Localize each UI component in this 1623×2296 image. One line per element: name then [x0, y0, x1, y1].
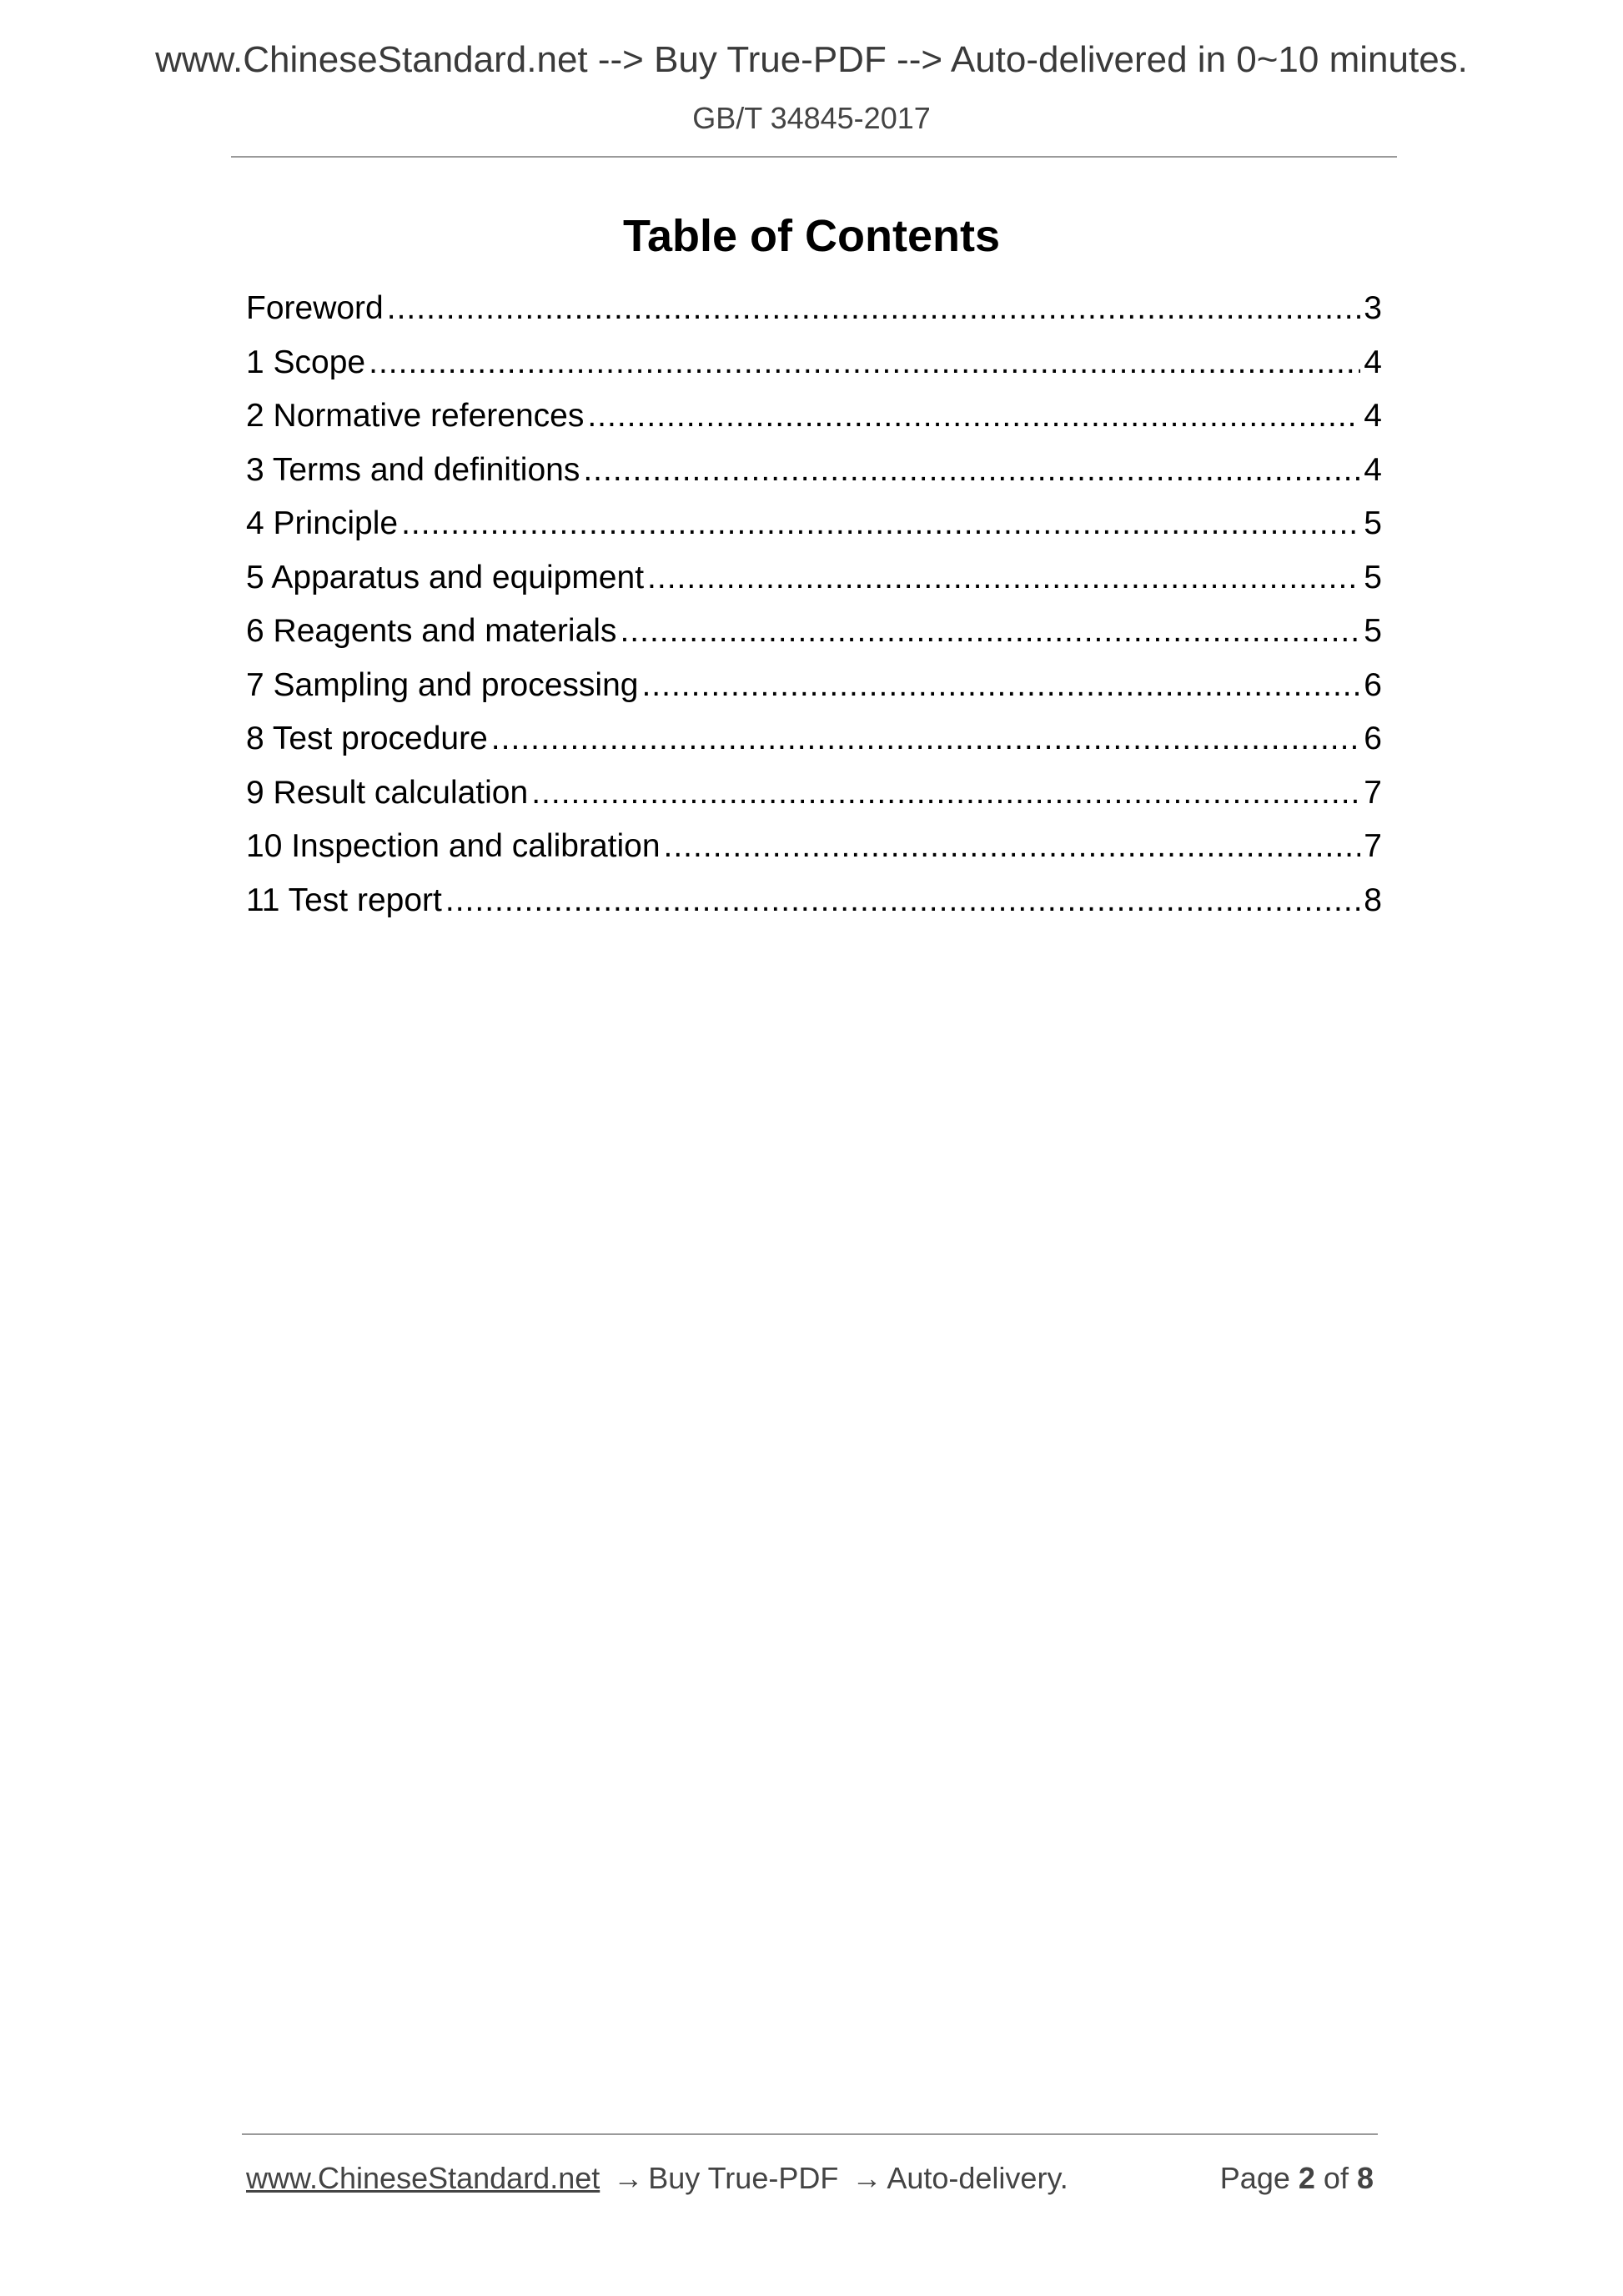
- toc-dot-leader: [491, 716, 1361, 762]
- toc-entry-apparatus-and-equipment[interactable]: [246, 555, 1382, 609]
- footer-delivery-text: Auto-delivery.: [887, 2161, 1068, 2195]
- toc-entry-test-procedure[interactable]: [246, 716, 1382, 770]
- toc-entry-page: 4: [1364, 344, 1382, 380]
- toc-entry-principle[interactable]: [246, 500, 1382, 555]
- toc-entry-label: 11 Test report: [246, 882, 442, 918]
- toc-entry-test-report[interactable]: [246, 877, 1382, 932]
- arrow-right-icon: →: [613, 2161, 644, 2195]
- toc-entry-label: 3 Terms and definitions: [246, 451, 580, 488]
- toc-entry-scope[interactable]: [246, 339, 1382, 394]
- footer-promo: [246, 2155, 1068, 2202]
- toc-entry-label: 2 Normative references: [246, 398, 585, 434]
- toc-entry-normative-references[interactable]: [246, 393, 1382, 447]
- toc-entry-label: 8 Test procedure: [246, 721, 488, 756]
- toc-entry-reagents-and-materials[interactable]: [246, 608, 1382, 662]
- toc-entry-page: 6: [1364, 721, 1382, 756]
- toc-entry-page: 5: [1364, 505, 1382, 541]
- toc-entry-page: 4: [1364, 451, 1382, 488]
- toc-entry-label: 4 Principle: [246, 505, 399, 541]
- page-word: Page: [1219, 2161, 1290, 2195]
- toc-entry-label: 1 Scope: [246, 344, 366, 380]
- of-word: of: [1323, 2161, 1349, 2195]
- total-pages-number: 8: [1356, 2161, 1374, 2195]
- toc-entry-page: 6: [1364, 666, 1382, 703]
- toc-list: [246, 285, 1382, 931]
- toc-entry-page: 5: [1364, 613, 1382, 649]
- toc-entry-label: 10 Inspection and calibration: [246, 828, 661, 864]
- toc-entry-page: 3: [1364, 290, 1382, 326]
- toc-entry-terms-and-definitions[interactable]: [246, 447, 1382, 501]
- toc-entry-result-calculation[interactable]: [246, 770, 1382, 824]
- toc-dot-leader: [620, 608, 1360, 655]
- header-divider: [231, 156, 1397, 158]
- toc-entry-sampling-and-processing[interactable]: [246, 662, 1382, 716]
- toc-entry-inspection-and-calibration[interactable]: [246, 823, 1382, 877]
- toc-entry-foreword[interactable]: [246, 285, 1382, 339]
- toc-entry-label: 5 Apparatus and equipment: [246, 559, 645, 595]
- toc-dot-leader: [647, 555, 1360, 601]
- toc-dot-leader: [664, 823, 1361, 870]
- toc-entry-page: 7: [1364, 828, 1382, 864]
- top-banner: www.ChineseStandard.net --> Buy True-PDF --> Auto-delivered in 0~10 minutes.: [155, 39, 1468, 80]
- toc-dot-leader: [531, 770, 1360, 816]
- toc-entry-page: 8: [1364, 882, 1382, 918]
- page-footer: [246, 2155, 1374, 2202]
- toc-dot-leader: [387, 285, 1361, 332]
- toc-dot-leader: [369, 339, 1360, 386]
- arrow-right-icon: →: [852, 2161, 882, 2195]
- toc-dot-leader: [587, 393, 1360, 440]
- toc-dot-leader: [583, 447, 1360, 494]
- toc-title: Table of Contents: [623, 211, 1000, 261]
- toc-entry-label: 9 Result calculation: [246, 774, 529, 811]
- footer-divider: [242, 2133, 1378, 2135]
- current-page-number: 2: [1298, 2161, 1315, 2195]
- toc-entry-page: 5: [1364, 559, 1382, 595]
- page-indicator: [1220, 2155, 1374, 2202]
- toc-dot-leader: [641, 662, 1360, 709]
- footer-buy-text: Buy True-PDF: [648, 2161, 839, 2195]
- toc-dot-leader: [401, 500, 1360, 547]
- document-code: GB/T 34845-2017: [692, 101, 931, 135]
- footer-site-link[interactable]: www.ChineseStandard.net: [246, 2161, 600, 2195]
- toc-entry-page: 4: [1364, 398, 1382, 434]
- toc-entry-page: 7: [1364, 774, 1382, 811]
- toc-entry-label: Foreword: [246, 290, 384, 326]
- toc-dot-leader: [445, 877, 1360, 924]
- toc-entry-label: 7 Sampling and processing: [246, 666, 639, 703]
- toc-entry-label: 6 Reagents and materials: [246, 613, 617, 649]
